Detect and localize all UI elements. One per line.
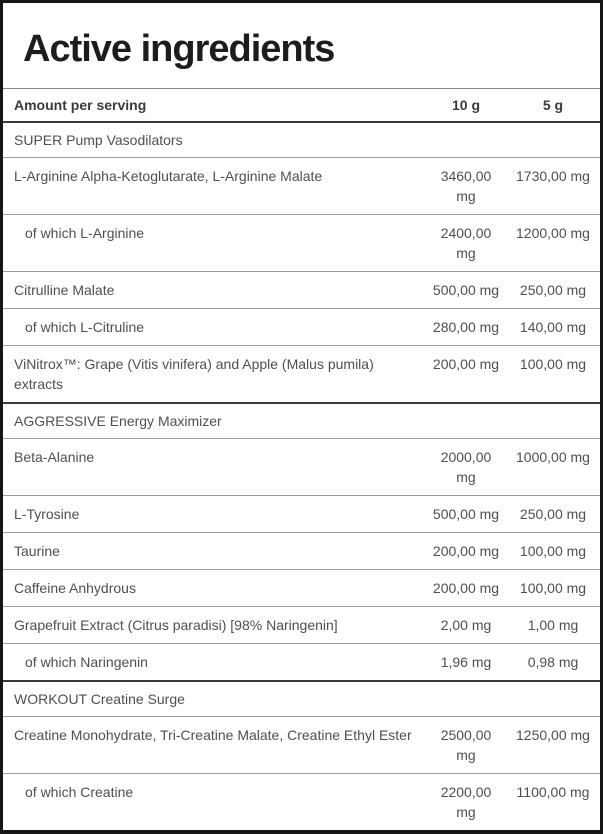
ingredients-table bbox=[3, 89, 600, 830]
amount-5g: 0,98 mg bbox=[527, 654, 579, 670]
section-row bbox=[3, 681, 600, 717]
amount-5g: 140,00 mg bbox=[519, 319, 587, 335]
amount-10g: 2000,00 mg bbox=[440, 449, 492, 485]
table-row bbox=[3, 496, 600, 533]
title-area bbox=[3, 3, 600, 89]
amount-10g: 2,00 mg bbox=[440, 617, 492, 633]
table-row bbox=[3, 215, 600, 272]
amount-5g: 1000,00 mg bbox=[516, 449, 590, 465]
ingredient-name: of which L-Arginine bbox=[25, 225, 145, 241]
table-header-row bbox=[3, 89, 600, 122]
section-row bbox=[3, 403, 600, 439]
amount-5g: 100,00 mg bbox=[519, 356, 587, 372]
ingredient-name: Taurine bbox=[14, 543, 60, 559]
table-row bbox=[3, 607, 600, 644]
amount-10g: 500,00 mg bbox=[432, 282, 500, 298]
ingredient-name: of which Naringenin bbox=[25, 654, 148, 670]
section-label: WORKOUT Creatine Surge bbox=[14, 691, 185, 707]
table-row bbox=[3, 533, 600, 570]
ingredient-name: of which Creatine bbox=[25, 784, 134, 800]
col-header-amount-per-serving: Amount per serving bbox=[14, 97, 147, 113]
amount-10g: 500,00 mg bbox=[432, 506, 500, 522]
table-row bbox=[3, 272, 600, 309]
amount-5g: 1200,00 mg bbox=[516, 225, 590, 241]
amount-5g: 1250,00 mg bbox=[516, 727, 590, 743]
amount-5g: 250,00 mg bbox=[519, 282, 587, 298]
table-row bbox=[3, 570, 600, 607]
table-row bbox=[3, 717, 600, 774]
page-title: Active ingredients bbox=[23, 28, 335, 70]
amount-5g: 100,00 mg bbox=[519, 580, 587, 596]
col-header-10g: 10 g bbox=[451, 97, 480, 113]
amount-10g: 280,00 mg bbox=[432, 319, 500, 335]
ingredients-tbody bbox=[3, 122, 600, 830]
table-row bbox=[3, 158, 600, 215]
table-row bbox=[3, 644, 600, 682]
amount-5g: 250,00 mg bbox=[519, 506, 587, 522]
ingredient-name: Grapefruit Extract (Citrus paradisi) [98% Naringenin] bbox=[14, 617, 338, 633]
amount-5g: 1100,00 mg bbox=[516, 784, 590, 800]
table-row bbox=[3, 439, 600, 496]
table-row bbox=[3, 309, 600, 346]
amount-5g: 1,00 mg bbox=[527, 617, 579, 633]
table-row bbox=[3, 774, 600, 831]
ingredient-name: Creatine Monohydrate, Tri-Creatine Malate, Creatine Ethyl Ester bbox=[14, 727, 412, 743]
table-row bbox=[3, 346, 600, 404]
section-label: SUPER Pump Vasodilators bbox=[14, 132, 183, 148]
amount-10g: 2200,00 mg bbox=[440, 784, 492, 820]
amount-10g: 2500,00 mg bbox=[440, 727, 492, 763]
col-header-5g: 5 g bbox=[542, 97, 564, 113]
amount-5g: 1730,00 mg bbox=[516, 168, 590, 184]
ingredient-name: Beta-Alanine bbox=[14, 449, 95, 465]
ingredient-name: Citrulline Malate bbox=[14, 282, 115, 298]
amount-10g: 2400,00 mg bbox=[440, 225, 492, 261]
ingredient-name: L-Tyrosine bbox=[14, 506, 80, 522]
amount-10g: 200,00 mg bbox=[432, 580, 500, 596]
ingredient-name: Caffeine Anhydrous bbox=[14, 580, 136, 596]
amount-5g: 100,00 mg bbox=[519, 543, 587, 559]
amount-10g: 200,00 mg bbox=[432, 543, 500, 559]
amount-10g: 200,00 mg bbox=[432, 356, 500, 372]
section-row bbox=[3, 122, 600, 158]
amount-10g: 3460,00 mg bbox=[440, 168, 492, 204]
amount-10g: 1,96 mg bbox=[440, 654, 492, 670]
ingredient-name: L-Arginine Alpha-Ketoglutarate, L-Arginine Malate bbox=[14, 168, 323, 184]
ingredient-name: ViNitrox™: Grape (Vitis vinifera) and Apple (Malus pumila) extracts bbox=[14, 356, 374, 392]
ingredient-name: of which L-Citruline bbox=[25, 319, 145, 335]
section-label: AGGRESSIVE Energy Maximizer bbox=[14, 413, 222, 429]
